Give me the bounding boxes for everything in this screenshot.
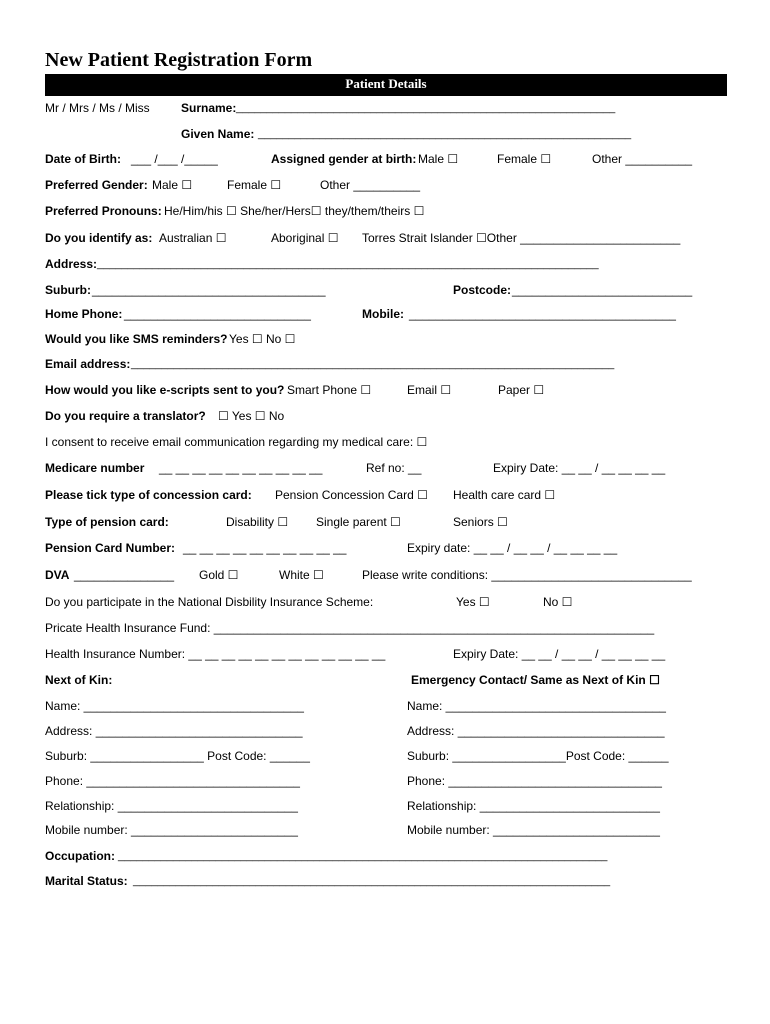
pref-gender-other-field[interactable]: Other __________ (320, 178, 421, 192)
emergency-heading-checkbox[interactable]: Emergency Contact/ Same as Next of Kin ☐ (411, 673, 660, 687)
section-header-label: Patient Details (345, 76, 427, 91)
section-header-bar (45, 74, 727, 96)
pref-gender-female-checkbox[interactable]: Female ☐ (227, 178, 282, 192)
phi-fund-field[interactable]: Pricate Health Insurance Fund: __________________________________________________________________ (45, 621, 655, 635)
pension-number-label: Pension Card Number: (45, 541, 176, 555)
ec-phone-field[interactable]: Phone: ________________________________ (407, 774, 662, 788)
suburb-field[interactable]: ___________________________________ (92, 283, 326, 297)
ec-relationship-field[interactable]: Relationship: ___________________________ (407, 799, 660, 813)
pension-disability-checkbox[interactable]: Disability ☐ (226, 515, 289, 529)
nok-phone-field[interactable]: Phone: ________________________________ (45, 774, 300, 788)
dva-conditions-field[interactable]: Please write conditions: ______________________________ (362, 568, 692, 582)
occupation-field[interactable]: ________________________________________________________________________________ (118, 850, 608, 862)
suburb-label: Suburb: (45, 283, 91, 297)
medicare-expiry-field[interactable]: Expiry Date: __ __ / __ __ __ __ (493, 461, 666, 475)
pension-seniors-checkbox[interactable]: Seniors ☐ (453, 515, 508, 529)
escripts-label: How would you like e-scripts sent to you? (45, 383, 285, 397)
postcode-field[interactable]: ___________________________ (512, 283, 693, 297)
given-name-label: Given Name: (181, 127, 255, 141)
surname-field[interactable]: ______________________________________________________________ (236, 102, 616, 114)
hi-expiry-field[interactable]: Expiry Date: __ __ / __ __ / __ __ __ __ (453, 647, 666, 661)
pref-gender-male-checkbox[interactable]: Male ☐ (152, 178, 193, 192)
concession-pension-checkbox[interactable]: Pension Concession Card ☐ (275, 488, 428, 502)
home-phone-label: Home Phone: (45, 307, 123, 321)
medicare-ref-field[interactable]: Ref no: __ (366, 461, 422, 475)
occupation-label: Occupation: (45, 849, 116, 863)
surname-label: Surname: (181, 101, 237, 115)
mobile-field[interactable]: ________________________________________ (409, 307, 676, 321)
pref-gender-label: Preferred Gender: (45, 178, 148, 192)
form-title: New Patient Registration Form (45, 49, 313, 71)
gender-male-checkbox[interactable]: Male ☐ (418, 152, 459, 166)
dva-field[interactable]: _______________ (74, 568, 175, 582)
nok-address-field[interactable]: Address: _______________________________ (45, 724, 303, 738)
dob-label: Date of Birth: (45, 152, 121, 166)
ec-suburb-field[interactable]: Suburb: _________________Post Code: ______ (407, 749, 669, 763)
pension-number-field[interactable]: __ __ __ __ __ __ __ __ __ __ (183, 541, 347, 555)
home-phone-field[interactable]: ____________________________ (124, 307, 311, 321)
translator-label: Do you require a translator? (45, 409, 206, 423)
gender-label: Assigned gender at birth: (271, 152, 417, 166)
ndis-yes-checkbox[interactable]: Yes ☐ (456, 595, 490, 609)
pension-expiry-field[interactable]: Expiry date: __ __ / __ __ / __ __ __ __ (407, 541, 618, 555)
identify-australian-checkbox[interactable]: Australian ☐ (159, 231, 227, 245)
ndis-no-checkbox[interactable]: No ☐ (543, 595, 573, 609)
nok-suburb-field[interactable]: Suburb: _________________ Post Code: ______ (45, 749, 310, 763)
mobile-label: Mobile: (362, 307, 404, 321)
pension-type-label: Type of pension card: (45, 515, 169, 529)
postcode-label: Postcode: (453, 283, 512, 297)
address-label: Address: (45, 257, 98, 271)
dva-gold-checkbox[interactable]: Gold ☐ (199, 568, 239, 582)
title-options: Mr / Mrs / Ms / Miss (45, 101, 150, 115)
email-field[interactable]: _______________________________________________________________________________ (131, 358, 615, 370)
dva-white-checkbox[interactable]: White ☐ (279, 568, 324, 582)
pronouns-label: Preferred Pronouns: (45, 204, 162, 218)
nok-name-field[interactable]: Name: _________________________________ (45, 699, 304, 713)
address-field[interactable]: __________________________________________________________________________________ (97, 258, 599, 270)
medicare-field[interactable]: __ __ __ __ __ __ __ __ __ __ (159, 461, 323, 475)
concession-label: Please tick type of concession card: (45, 488, 252, 502)
pension-single-checkbox[interactable]: Single parent ☐ (316, 515, 401, 529)
escripts-paper-checkbox[interactable]: Paper ☐ (498, 383, 545, 397)
nok-heading: Next of Kin: (45, 673, 113, 687)
sms-label: Would you like SMS reminders? (45, 332, 228, 346)
dva-label: DVA (45, 568, 70, 582)
ec-address-field[interactable]: Address: _______________________________ (407, 724, 665, 738)
email-label: Email address: (45, 357, 131, 371)
nok-mobile-field[interactable]: Mobile number: _________________________ (45, 823, 298, 837)
dob-field[interactable]: ___ /___ /_____ (131, 152, 218, 166)
identify-tsi-other[interactable]: Torres Strait Islander ☐Other ________________________ (362, 231, 681, 245)
hi-number-field[interactable]: Health Insurance Number: __ __ __ __ __ __ __ __ __ __ __ __ (45, 647, 386, 661)
marital-status-label: Marital Status: (45, 874, 128, 888)
given-name-field[interactable]: _____________________________________________________________ (258, 128, 632, 140)
escripts-smartphone-checkbox[interactable]: Smart Phone ☐ (287, 383, 372, 397)
ec-mobile-field[interactable]: Mobile number: _________________________ (407, 823, 660, 837)
ec-name-field[interactable]: Name: _________________________________ (407, 699, 666, 713)
sms-options[interactable]: Yes ☐ No ☐ (229, 332, 296, 346)
marital-status-field[interactable]: ______________________________________________________________________________ (133, 875, 611, 887)
pronouns-options[interactable]: He/Him/his ☐ She/her/Hers☐ they/them/theirs ☐ (164, 204, 425, 218)
translator-options[interactable]: ☐ Yes ☐ No (218, 409, 285, 423)
gender-female-checkbox[interactable]: Female ☐ (497, 152, 552, 166)
medicare-label: Medicare number (45, 461, 145, 475)
gender-other-field[interactable]: Other __________ (592, 152, 693, 166)
nok-relationship-field[interactable]: Relationship: ___________________________ (45, 799, 298, 813)
identify-aboriginal-checkbox[interactable]: Aboriginal ☐ (271, 231, 339, 245)
identify-label: Do you identify as: (45, 231, 153, 245)
escripts-email-checkbox[interactable]: Email ☐ (407, 383, 452, 397)
email-consent-checkbox[interactable]: I consent to receive email communication regarding my medical care: ☐ (45, 435, 428, 449)
concession-health-checkbox[interactable]: Health care card ☐ (453, 488, 556, 502)
ndis-question: Do you participate in the National Disbility Insurance Scheme: (45, 595, 374, 609)
